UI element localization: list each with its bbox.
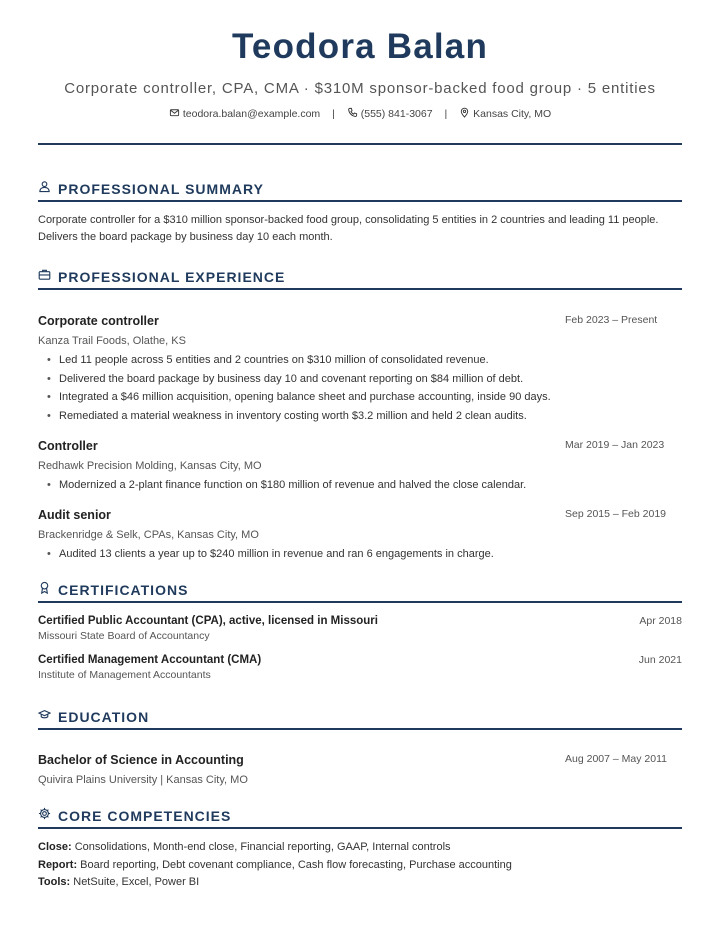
competency-row xyxy=(38,874,682,892)
gear-icon xyxy=(38,807,51,825)
job-title: Controller xyxy=(38,439,98,453)
job-dates: Sep 2015 – Feb 2019 xyxy=(565,508,667,520)
competency-value: Board reporting, Debt covenant compliance, Cash flow forecasting, Purchase accounting xyxy=(80,858,512,871)
candidate-name: Teodora Balan xyxy=(231,27,489,66)
phone-icon xyxy=(347,107,358,121)
certification-entry xyxy=(38,654,682,681)
award-ribbon-icon xyxy=(38,581,51,599)
job-bullets xyxy=(38,548,682,567)
competency-label: Report: xyxy=(38,858,78,871)
certification-date: Apr 2018 xyxy=(639,615,682,627)
phone-text: (555) 841-3067 xyxy=(360,108,433,120)
person-icon xyxy=(38,180,51,198)
job-title: Audit senior xyxy=(38,508,111,522)
job-bullets xyxy=(38,354,682,428)
section-title: CORE COMPETENCIES xyxy=(58,808,232,824)
contact-line xyxy=(0,107,720,121)
section-title: PROFESSIONAL SUMMARY xyxy=(58,181,264,197)
section-title: CERTIFICATIONS xyxy=(58,582,189,598)
job-dates: Mar 2019 – Jan 2023 xyxy=(565,439,665,451)
summary-section-heading xyxy=(38,178,682,202)
contact-location xyxy=(459,107,551,121)
competency-label: Close: xyxy=(38,841,72,853)
competency-row xyxy=(38,857,682,875)
contact-phone[interactable] xyxy=(347,107,433,121)
list-item: • Remediated a material weakness in inventory costing worth $3.2 million and held 2 clean audits. xyxy=(38,410,682,429)
education-entry xyxy=(38,753,682,786)
list-item: • Modernized a 2-plant finance function on $180 million of revenue and halved the close calendar. xyxy=(38,479,682,498)
job-title: Corporate controller xyxy=(38,314,159,328)
contact-separator: | xyxy=(444,107,448,120)
experience-entry xyxy=(38,508,682,567)
certification-title: Certified Management Accountant (CMA) xyxy=(38,654,262,666)
competency-label: Tools: xyxy=(38,876,71,888)
education-section-heading xyxy=(38,706,682,730)
experience-entry xyxy=(38,439,682,498)
certification-date: Jun 2021 xyxy=(638,654,682,666)
job-bullets xyxy=(38,479,682,498)
summary-text: Corporate controller for a $310 million sponsor-backed food group, consolidating 5 entities in 2 countries and leading 11 people. Delivers the board package by business day 10 each month. xyxy=(38,214,659,243)
contact-email[interactable] xyxy=(169,107,320,121)
envelope-icon xyxy=(169,107,180,121)
degree-title: Bachelor of Science in Accounting xyxy=(38,753,244,767)
job-employer: Kanza Trail Foods, Olathe, KS xyxy=(38,335,186,347)
job-employer: Redhawk Precision Molding, Kansas City, MO xyxy=(38,460,262,472)
map-pin-icon xyxy=(459,107,470,121)
certification-issuer: Institute of Management Accountants xyxy=(38,669,211,681)
competency-row xyxy=(38,839,682,857)
competency-value: Consolidations, Month-end close, Financial reporting, GAAP, Internal controls xyxy=(74,841,451,853)
certification-title: Certified Public Accountant (CPA), active, licensed in Missouri xyxy=(38,615,378,627)
email-text: teodora.balan@example.com xyxy=(182,108,321,120)
list-item: • Integrated a $46 million acquisition, opening balance sheet and purchase accounting, inside 90 days. xyxy=(38,391,682,410)
list-item: • Audited 13 clients a year up to $240 million in revenue and ran 6 engagements in charge. xyxy=(38,548,682,567)
section-title: PROFESSIONAL EXPERIENCE xyxy=(58,269,286,285)
certification-entry xyxy=(38,615,682,642)
location-text: Kansas City, MO xyxy=(473,108,552,120)
briefcase-icon xyxy=(38,268,51,286)
headline: Corporate controller, CPA, CMA · $310M sponsor-backed food group · 5 entities xyxy=(64,80,656,97)
list-item: • Led 11 people across 5 entities and 2 countries on $310 million of consolidated revenue. xyxy=(38,354,682,373)
competency-value: NetSuite, Excel, Power BI xyxy=(73,876,200,888)
job-employer: Brackenridge & Selk, CPAs, Kansas City, MO xyxy=(38,529,259,541)
header-divider xyxy=(38,143,682,145)
graduation-cap-icon xyxy=(38,708,51,726)
competencies-list xyxy=(38,839,682,892)
section-title: EDUCATION xyxy=(58,709,150,725)
certifications-section-heading xyxy=(38,579,682,603)
experience-section-heading xyxy=(38,266,682,290)
competencies-section-heading xyxy=(38,805,682,829)
education-dates: Aug 2007 – May 2011 xyxy=(565,753,667,765)
certification-issuer: Missouri State Board of Accountancy xyxy=(38,630,210,642)
job-dates: Feb 2023 – Present xyxy=(565,314,658,326)
school-name: Quivira Plains University | Kansas City, MO xyxy=(38,774,248,786)
contact-separator: | xyxy=(332,107,335,120)
experience-entry xyxy=(38,314,682,428)
list-item: • Delivered the board package by business day 10 and covenant reporting on $84 million of debt. xyxy=(38,373,682,392)
